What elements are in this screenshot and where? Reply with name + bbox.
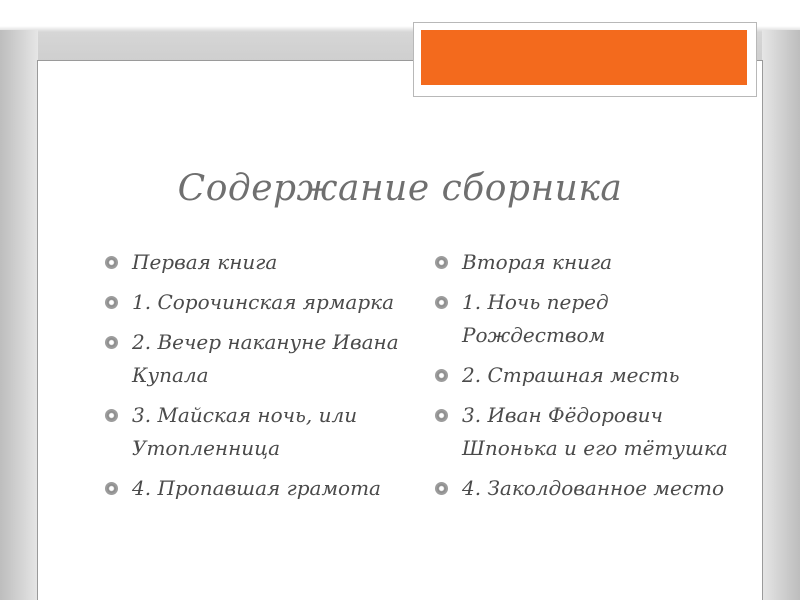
background-shade-right bbox=[762, 30, 800, 600]
list-item bbox=[105, 326, 405, 392]
list-item bbox=[435, 399, 740, 465]
list-item-text: 1. Ночь перед Рождеством bbox=[462, 290, 609, 347]
circle-bullet-icon bbox=[105, 409, 118, 422]
list-item bbox=[435, 246, 740, 279]
circle-bullet-icon bbox=[105, 296, 118, 309]
list-item-text: 3. Майская ночь, или Утопленница bbox=[132, 403, 358, 460]
list-item-text: 3. Иван Фёдорович Шпонька и его тётушка bbox=[462, 403, 728, 460]
circle-bullet-icon bbox=[435, 409, 448, 422]
slide-title: Содержание сборника bbox=[177, 168, 623, 209]
list-item-text: Первая книга bbox=[132, 250, 278, 274]
list-item-text: 2. Страшная месть bbox=[462, 363, 680, 387]
right-bullet-list bbox=[435, 246, 740, 512]
list-item bbox=[435, 472, 740, 505]
list-item bbox=[105, 472, 405, 505]
circle-bullet-icon bbox=[435, 369, 448, 382]
circle-bullet-icon bbox=[105, 482, 118, 495]
background-shade-left bbox=[0, 30, 38, 600]
circle-bullet-icon bbox=[435, 256, 448, 269]
list-item-text: 4. Заколдованное место bbox=[462, 476, 725, 500]
list-item bbox=[105, 286, 405, 319]
circle-bullet-icon bbox=[435, 482, 448, 495]
circle-bullet-icon bbox=[435, 296, 448, 309]
list-item-text: 1. Сорочинская ярмарка bbox=[132, 290, 395, 314]
list-item-text: 4. Пропавшая грамота bbox=[132, 476, 381, 500]
list-item-text: 2. Вечер накануне Ивана Купала bbox=[132, 330, 399, 387]
list-item bbox=[435, 359, 740, 392]
list-item bbox=[105, 246, 405, 279]
circle-bullet-icon bbox=[105, 256, 118, 269]
orange-accent-bar bbox=[421, 30, 747, 85]
circle-bullet-icon bbox=[105, 336, 118, 349]
left-bullet-list bbox=[105, 246, 405, 512]
list-item bbox=[105, 399, 405, 465]
list-item-text: Вторая книга bbox=[462, 250, 613, 274]
list-item bbox=[435, 286, 740, 352]
